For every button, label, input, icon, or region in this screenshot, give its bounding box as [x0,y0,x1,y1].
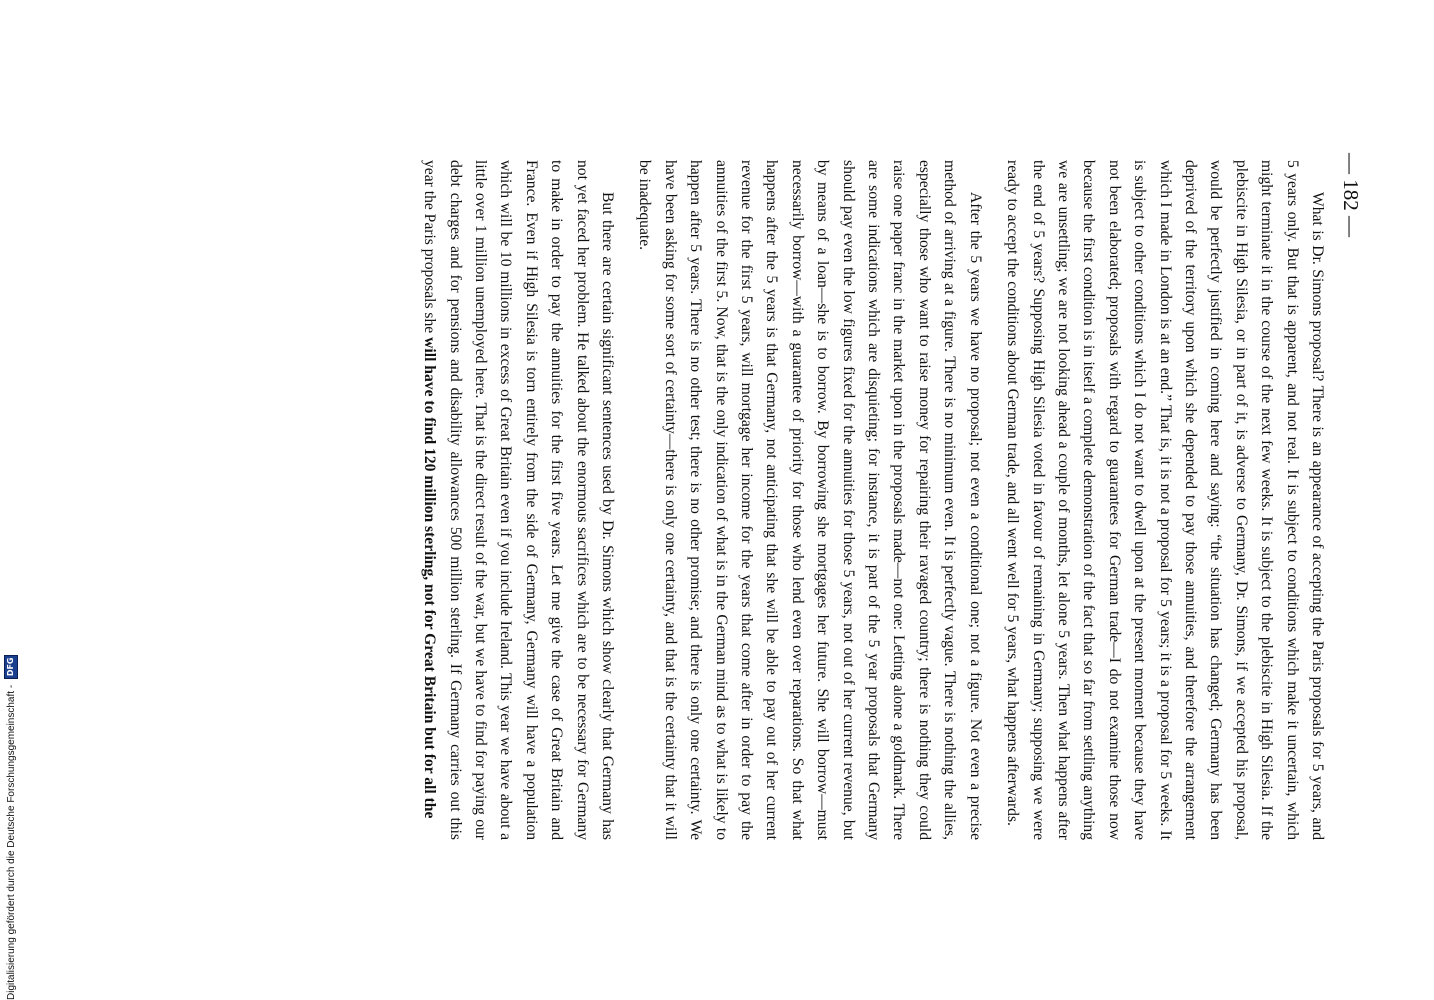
closing-bold-text: will have to find 120 million sterling, not for Great Britain but for all the [421,337,439,819]
document-body [120,160,1330,840]
paragraph-text: But there are certain significant sentences used by Dr. Simons which show clearly that Germany has not yet faced her problem. He talked about the enormous sacrifices which are to be necessary for Germany to make in order to pay the annuities for the first five years. Let me give the case of Great Britain and France. Even if High Silesia is torn entirely from the side of Germany, Germany will have a population which will be 10 millions in excess of Great Britain even if you include Ireland. This year we have about a little over 1 million unemployed here. That is the direct result of the war, but we have to find for paying our debt charges and for pensions and disability allowances 500 million sterling. If Germany carries out this year the Paris proposals she [421,160,617,840]
dfg-logo: DFG [4,655,18,679]
paragraph-after-five-years: After the 5 years we have no proposal; not even a conditional one; not a figure. Not even a precise method of arriving at a figure. There is no minimum even. It is perfectly vague. There is nothing the allies, especially those who want to raise money for repairing their ravaged country; there is nothing they could raise one paper franc in the market upon in the proposals made—not one: Letting alone a goldmark. There are some indications which are disquieting; for instance, it is part of the 5 year proposals that Germany should pay even the low figures fixed for the annuities for those 5 years, not out of her current revenue, but by means of a loan—she is to borrow. By borrowing she mortgages her future. She will borrow—must necessarily borrow—with a guarantee of priority for those who lend even over reparations. So that what happens after the 5 years is that Germany, not anticipating that she will be able to pay out of her current revenue for the first 5 years, will mortgage her income for the years that come after in order to pay the annuities of the first 5. Now, that is the only indication of what is in the German mind as to what is likely to happen after 5 years. There is no other test; there is no other promise; and there is only one certainty. We have been asking for some sort of certainty—there is only one certainty, and that is the certainty that it will be inadequate. [636,160,984,840]
page-number: — 182 — [1339,153,1363,237]
paragraph-simons-proposal: What is Dr. Simons proposal? There is an appearance of accepting the Paris proposals for 5 years, and 5 years only. But that is apparent, and not real. It is subject to conditions which make it uncertain, which might terminate it in the course of the next few weeks. It is subject to the plebiscite in High Silesia. If the plebiscite in High Silesia, or in part of it, is adverse to Germany, Dr. Simons, if we accepted his proposal, would be perfectly justified in coming here and saying: “the situation has changed; Germany has been deprived of the territory upon which she depended to pay those annuities, and therefore the arrangement which I made in London is at an end.” That is, it is not a proposal for 5 years; it is a proposal for 5 weeks. It is subject to other conditions which I do not want to dwell upon at the present moment because they have not been elaborated; proposals with regard to guarantees for German trade—I do not examine those now because the first condition is in itself a complete demonstration of the fact that so far from settling anything we are unsettling; we are not looking ahead a couple of months, let alone 5 years. Then what happens after the end of 5 years? Supposing High Silesia voted in favour of remaining in Germany; supposing we were ready to accept the conditions about German trade, and all went well for 5 years, what happens afterwards. [1004,160,1326,840]
credit-text: Digitalisierung gefördert durch die Deutsche Forschungsgemeinschaft - [5,684,17,1000]
paragraph-significant-sentences [417,160,620,840]
digitization-credit [2,600,20,1000]
